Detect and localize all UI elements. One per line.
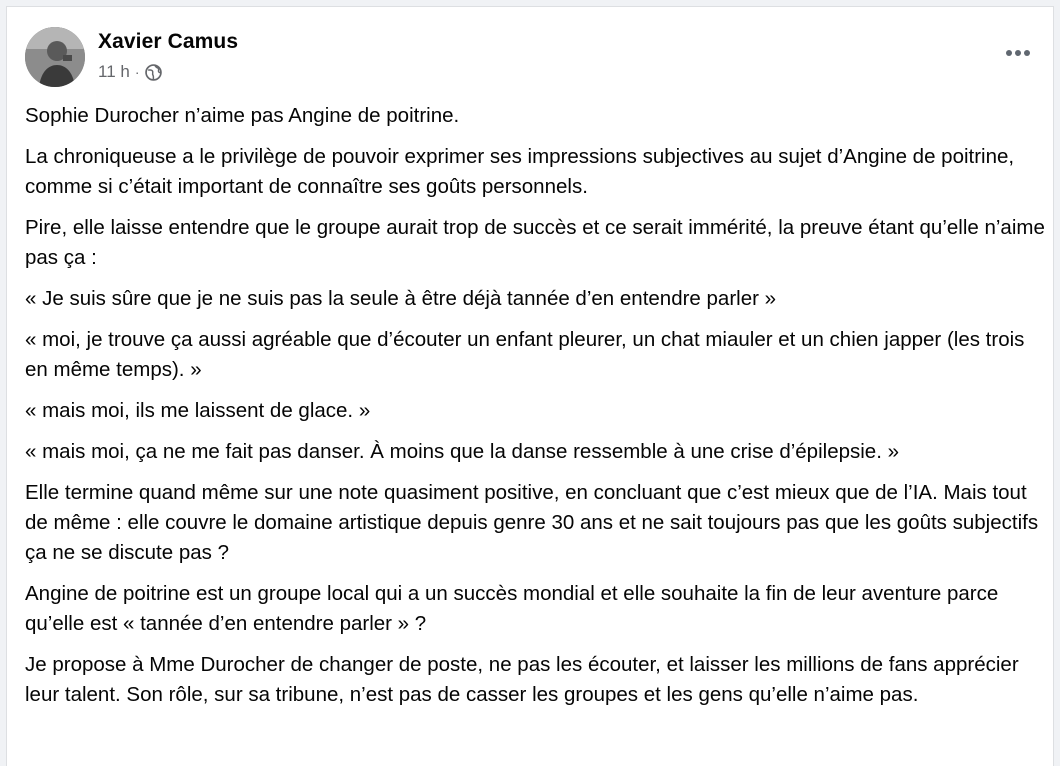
author-name[interactable]: Xavier Camus: [98, 30, 239, 53]
post-paragraph: Sophie Durocher n’aime pas Angine de poitrine.: [25, 104, 460, 127]
more-dot: [1006, 50, 1012, 56]
more-dot: [1024, 50, 1030, 56]
post-quote: « moi, je trouve ça aussi agréable que d’écouter un enfant pleurer, un chat miauler et un chien japper (les trois en même temps). »: [25, 328, 1025, 381]
meta-separator: ·: [134, 64, 140, 80]
post-body: [25, 101, 1050, 721]
post-meta: [98, 62, 162, 82]
post-paragraph: Je propose à Mme Durocher de changer de poste, ne pas les écouter, et laisser les millions de fans apprécier leur talent. Son rôle, sur sa tribune, n’est pas de casser les groupes et les gens qu’elle n’aime pas.: [25, 653, 1019, 706]
post-paragraph: Pire, elle laisse entendre que le groupe aurait trop de succès et ce serait immérité, la preuve étant qu’elle n’aime pas ça :: [25, 216, 1045, 269]
post-paragraph: Angine de poitrine est un groupe local qui a un succès mondial et elle souhaite la fin de leur aventure parce qu’elle est « tannée d’en entendre parler » ?: [25, 582, 999, 635]
avatar[interactable]: [25, 27, 85, 87]
post-header: [25, 27, 1035, 91]
post-paragraph: La chroniqueuse a le privilège de pouvoir exprimer ses impressions subjectives au sujet d’Angine de poitrine, comme si c’était important de connaître ses goûts personnels.: [25, 145, 1015, 198]
globe-icon[interactable]: [145, 64, 162, 81]
post-timestamp[interactable]: 11 h: [98, 62, 130, 81]
more-options-icon[interactable]: [1001, 43, 1035, 63]
more-dot: [1015, 50, 1021, 56]
post-paragraph: Elle termine quand même sur une note quasiment positive, en concluant que c’est mieux que de l’IA. Mais tout de même : elle couvre le domaine artistique depuis genre 30 ans et ne sait toujours pas que les goûts subjectifs ça ne se discute pas ?: [25, 481, 1039, 564]
avatar-image: [25, 27, 85, 87]
post-quote: « mais moi, ça ne me fait pas danser. À moins que la danse ressemble à une crise d’épilepsie. »: [25, 440, 899, 463]
post-quote: « Je suis sûre que je ne suis pas la seule à être déjà tannée d’en entendre parler »: [25, 287, 777, 310]
post-quote: « mais moi, ils me laissent de glace. »: [25, 399, 371, 422]
post-card: [6, 6, 1054, 766]
